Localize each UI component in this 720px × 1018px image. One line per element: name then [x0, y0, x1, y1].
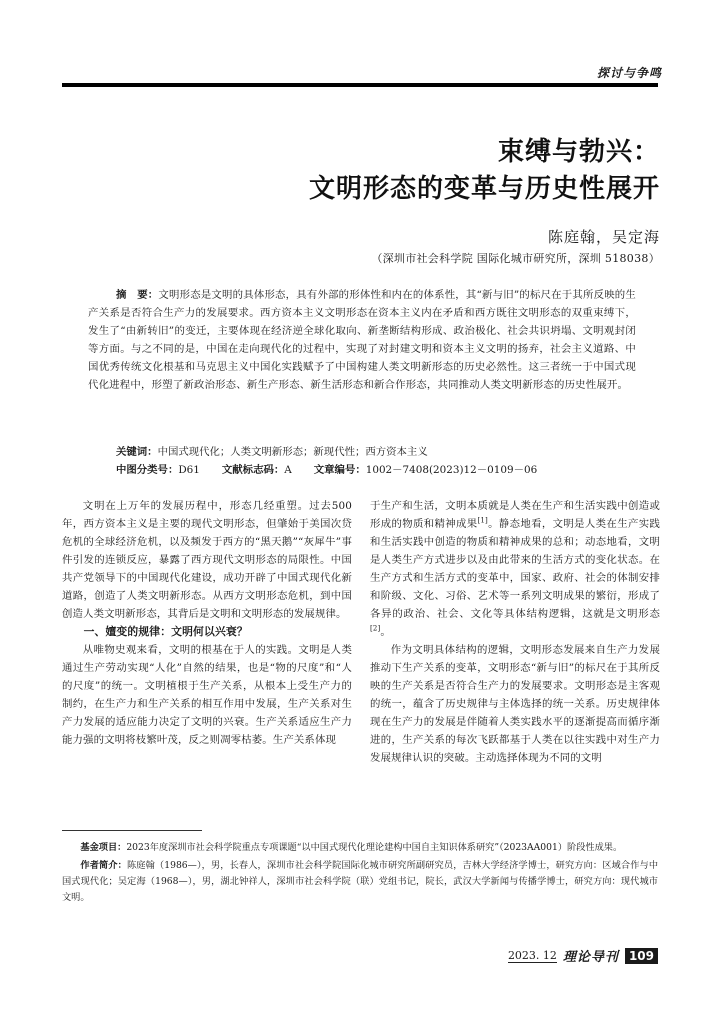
article-no-value: 1002－7408(2023)12－0109－06: [365, 464, 538, 476]
citation-ref[interactable]: [2]: [370, 624, 381, 633]
paragraph: 于生产和生活，文明本质就是人类在生产和生活实践中创造或形成的物质和精神成果[1]。静态地看，文明是人类在生产实践和生活实践中创造的物质和精神成果的总和；动态地看，文明是人类生产方式进步以及由此带来的生活方式的变化状态。在生产方式和生活方式的变革中，国家、政府、社会的体制安排和阶级、文化、习俗、艺术等一系列文明成果的繁衍，形成了各异的政治、社会、文化等具体结构逻辑，这就是文明形态[2]。: [370, 500, 660, 638]
fund-label: 基金项目：: [80, 842, 127, 853]
abstract: [88, 286, 636, 394]
authors: 陈庭翰，吴定海: [547, 228, 660, 246]
body-column-right: [370, 497, 660, 767]
abstract-text: 文明形态是文明的具体形态，具有外部的形体性和内在的体系性，其“新与旧”的标尺在于其所反映的生产关系是否符合生产力的发展要求。西方资本主义文明形态在资本主义内在矛盾和西方既往文明形态的双重束缚下，发生了“由新转旧”的变迁，主要体现在经济逆全球化取向、新垄断结构形成、政治极化、社会共识坍塌、文明观封闭等方面。与之不同的是，中国在走向现代化的过程中，实现了对封建文明和资本主义文明的扬弃，社会主义道路、中国优秀传统文化根基和马克思主义中国化实践赋予了中国构建人类文明新形态的历史必然性。这三者统一于中国式现代化进程中，形塑了新政治形态、新生产形态、新生活形态和新合作形态，共同推动人类文明新形态的历史性展开。: [88, 289, 636, 391]
footnotes: [62, 840, 658, 908]
fund-text: 2023年度深圳市社会科学院重点专项课题“以中国式现代化理论建构中国自主知识体系研究”（2023AA001）阶段性成果。: [126, 842, 623, 853]
doc-code-label: 文献标志码：: [221, 464, 285, 476]
citation-ref[interactable]: [1]: [477, 516, 488, 525]
clc-label: 中图分类号：: [116, 464, 179, 476]
author-text: 陈庭翰（1986—），男，长春人，深圳市社会科学院国际化城市研究所副研究员，吉林大学经济学博士，研究方向：区域合作与中国式现代化；吴定海（1968—），男，湖北钟祥人，深圳市社会科学院（联）党组书记，院长，武汉大学新闻与传播学博士，研究方向：现代城市文明。: [62, 860, 659, 903]
page-number: 109: [625, 948, 658, 964]
clc-value: D61: [178, 464, 200, 476]
paragraph: 文明在上万年的发展历程中，形态几经重塑。过去500年，西方资本主义是主要的现代文明形态，但肇始于美国次贷危机的全球经济危机，以及频发于西方的“黑天鹅”“灰犀牛”事件引发的连锁反应，暴露了西方现代文明形态的局限性。中国共产党领导下的中国现代化建设，成功开辟了中国式现代化新道路，创造了人类文明新形态。从西方文明形态危机，到中国创造人类文明新形态，其背后是文明和文明形态的发展规律。: [62, 500, 352, 620]
author-note: [62, 858, 658, 906]
fund-note: [62, 840, 658, 856]
keywords-label: 关键词：: [116, 446, 158, 458]
abstract-label: 摘 要：: [116, 289, 159, 301]
classification-line: [116, 461, 537, 479]
section-tag: 探讨与争鸣: [596, 66, 662, 80]
title-line-1: 束缚与勃兴：: [497, 137, 660, 167]
keywords: [116, 443, 428, 461]
title-line-2: 文明形态的变革与历史性展开: [308, 174, 660, 204]
page-footer: [508, 946, 658, 965]
issue-date: 2023. 12: [507, 948, 557, 962]
affiliation: （深圳市社会科学院 国际化城市研究所，深圳 518038）: [371, 252, 660, 265]
journal-name: 理论导刊: [562, 950, 619, 965]
header-rule: [62, 83, 658, 87]
doc-code-value: A: [284, 464, 292, 476]
footnote-rule: [62, 830, 202, 831]
body-column-left: [62, 497, 352, 749]
paragraph: 作为文明具体结构的逻辑，文明形态发展来自生产力发展推动下生产关系的变革，文明形态“新与旧”的标尺在于其所反映的生产关系是否符合生产力的发展要求。文明形态是主客观的统一，蕴含了历史规律与主体选择的统一关系。历史规律体现在生产力的发展是伴随着人类实践水平的逐渐提高而循序渐进的，生产关系的每次飞跃都基于人类在以往实践中对生产力发展规律认识的突破。主动选择体现为不同的文明: [370, 644, 660, 764]
author-label: 作者简介：: [80, 860, 127, 871]
keywords-text: 中国式现代化；人类文明新形态；新现代性；西方资本主义: [157, 446, 428, 458]
section-heading: 一、嬗变的规律：文明何以兴衰？: [83, 625, 248, 638]
paragraph: 从唯物史观来看，文明的根基在于人的实践。文明是人类通过生产劳动实现“人化”自然的结果，也是“物的尺度”和“人的尺度”的统一。文明植根于生产关系，从根本上受生产力的制约，在生产力和生产关系的相互作用中发展，生产关系对生产力发展的适应能力决定了文明的兴衰。生产关系适应生产力能力强的文明将枝繁叶茂，反之则凋零枯萎。生产关系体现: [62, 644, 352, 746]
article-no-label: 文章编号：: [313, 464, 366, 476]
